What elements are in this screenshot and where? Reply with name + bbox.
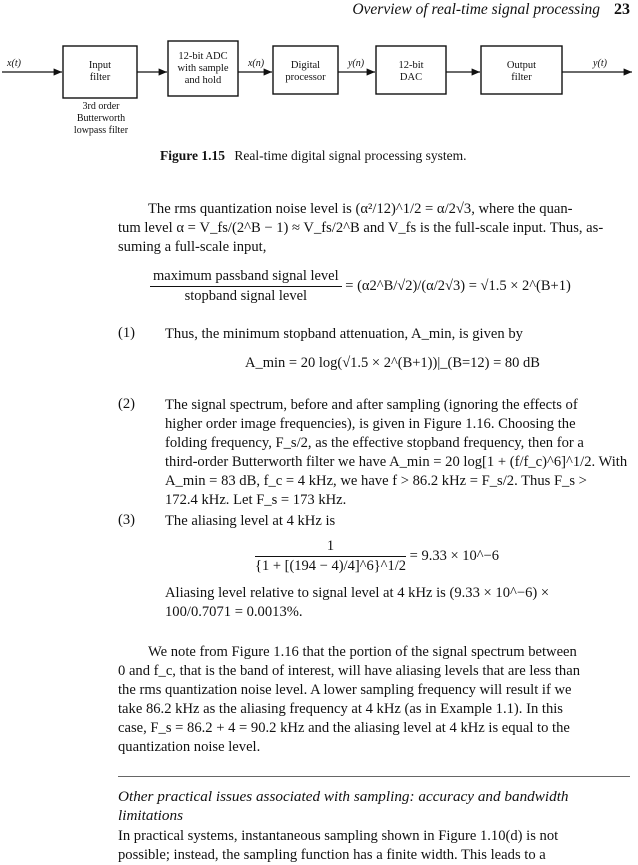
item-text: Thus, the minimum stopband attenuation, A_min, is given by	[165, 326, 523, 342]
item-number: (2)	[118, 396, 136, 412]
block-label: DAC	[399, 72, 423, 83]
text-line: possible; instead, the sampling function has a finite width. This leads to a	[118, 847, 546, 863]
signal-label: y(t)	[593, 58, 607, 69]
text-line: the rms quantization noise level. A lower sampling frequency will result if we	[118, 682, 572, 698]
heading-line: Other practical issues associated with sampling: accuracy and bandwidth	[118, 788, 569, 805]
page-header	[0, 0, 638, 20]
block-label: Input	[88, 60, 112, 71]
section-divider	[118, 776, 630, 777]
denominator: stopband signal level	[184, 288, 308, 304]
text-line: 0 and f_c, that is the band of interest, will have aliasing levels that are less than	[118, 663, 580, 679]
equation-rhs: = (α2^B/√2)/(α/2√3) = √1.5 × 2^(B+1)	[345, 277, 571, 294]
item-number: (3)	[118, 512, 136, 528]
block-label: filter	[89, 72, 111, 83]
block-diagram	[0, 36, 638, 136]
text-line: A_min = 83 dB, f_c = 4 kHz, we have f > 86.2 kHz = F_s/2. Thus F_s >	[165, 473, 587, 489]
filter-note: Butterworth	[76, 113, 126, 124]
block-label: with sample	[177, 63, 229, 74]
signal-label: x(n)	[247, 58, 265, 69]
signal-label: y(n)	[347, 58, 365, 69]
fraction	[255, 538, 406, 575]
block-label: processor	[285, 72, 326, 83]
heading-line: limitations	[118, 807, 183, 824]
caption-label: Figure 1.15	[160, 148, 225, 163]
figure-caption	[160, 148, 600, 164]
signal-label: x(t)	[7, 58, 21, 69]
text-line: third-order Butterworth filter we have A_min = 20 log[1 + (f/f_c)^6]^1/2. With	[165, 454, 628, 470]
text-line: case, F_s = 86.2 + 4 = 90.2 kHz and the aliasing level at 4 kHz is equal to the	[118, 720, 570, 736]
block-label: Digital	[290, 60, 321, 71]
filter-note: 3rd order	[82, 101, 120, 112]
equation-snr	[150, 268, 630, 305]
text-line: suming a full-scale input,	[118, 239, 267, 255]
running-title: Overview of real-time signal processing	[352, 1, 600, 18]
text-line: Aliasing level relative to signal level at 4 kHz is (9.33 × 10^−6) ×	[165, 585, 550, 601]
item-text: The aliasing level at 4 kHz is	[165, 513, 336, 529]
paragraph	[118, 827, 630, 865]
text-line: In practical systems, instantaneous sampling shown in Figure 1.10(d) is not	[118, 828, 559, 844]
paragraph	[118, 643, 630, 757]
paragraph	[118, 200, 626, 257]
equation-aliasing	[255, 538, 499, 575]
item-text-block	[165, 396, 631, 510]
text-line: quantization noise level.	[118, 739, 261, 755]
section-heading	[118, 787, 630, 825]
item-text-block	[165, 584, 631, 622]
page-number: 23	[614, 1, 630, 18]
text-line: 172.4 kHz. Let F_s = 173 kHz.	[165, 492, 347, 508]
filter-note: lowpass filter	[73, 125, 129, 136]
caption-text: Real-time digital signal processing system.	[234, 148, 467, 163]
text-line: higher order image frequencies), is given in Figure 1.16. Choosing the	[165, 416, 576, 432]
text-line: folding frequency, F_s/2, as the effective stopband frequency, then for a	[165, 435, 584, 451]
equation-rhs: = 9.33 × 10^−6	[409, 547, 499, 564]
fraction	[150, 268, 342, 305]
block-label: and hold	[184, 75, 222, 86]
denominator: {1 + [(194 − 4)/4]^6}^1/2	[255, 558, 407, 574]
block-label: 12-bit	[398, 60, 424, 71]
numerator: maximum passband signal level	[150, 268, 342, 287]
block-label: filter	[511, 72, 532, 83]
text-line: take 86.2 kHz as the aliasing frequency at 4 kHz (as in Example 1.1). In this	[118, 701, 563, 717]
equation-amin: A_min = 20 log(√1.5 × 2^(B+1))|_(B=12) = 80 dB	[245, 355, 540, 371]
block-label: Output	[506, 60, 537, 71]
text-line: The signal spectrum, before and after sampling (ignoring the effects of	[165, 397, 578, 413]
item-number: (1)	[118, 325, 136, 341]
text-line: tum level α = V_fs/(2^B − 1) ≈ V_fs/2^B and V_fs is the full-scale input. Thus, as-	[118, 220, 604, 236]
text-line: 100/0.7071 = 0.0013%.	[165, 604, 303, 620]
numerator: 1	[255, 538, 406, 557]
block-label: 12-bit ADC	[178, 51, 228, 62]
text-line: We note from Figure 1.16 that the portion of the signal spectrum between	[148, 644, 577, 660]
text-line: The rms quantization noise level is (α²/12)^1/2 = α/2√3, where the quan-	[148, 201, 573, 217]
